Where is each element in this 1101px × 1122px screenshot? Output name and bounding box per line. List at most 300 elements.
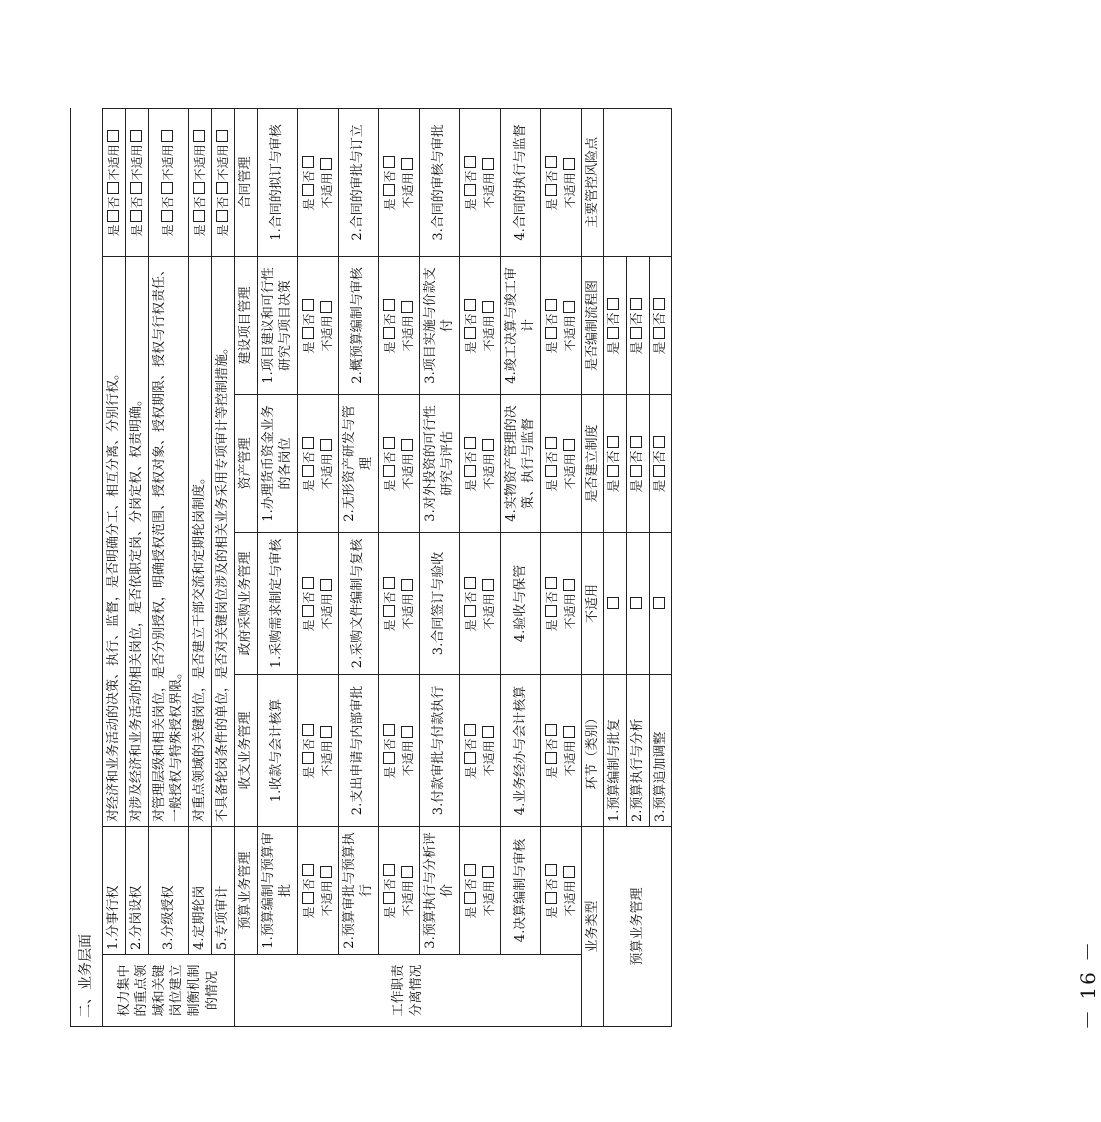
- checkbox[interactable]: [482, 158, 494, 170]
- checkbox[interactable]: [383, 864, 395, 876]
- checkbox[interactable]: [464, 724, 476, 736]
- checkbox[interactable]: [607, 466, 619, 478]
- option-line: [561, 261, 579, 390]
- power-row: [102, 108, 125, 1026]
- separation-item: 3.付款审批与付款执行: [419, 675, 459, 827]
- option-label: 不适用: [129, 144, 144, 181]
- checkbox[interactable]: [464, 437, 476, 449]
- checkbox[interactable]: [383, 893, 395, 905]
- checkbox[interactable]: [563, 727, 575, 739]
- checkbox[interactable]: [107, 182, 119, 194]
- separation-header: 收支业务管理: [234, 675, 257, 827]
- checkbox[interactable]: [320, 440, 332, 452]
- checkbox[interactable]: [161, 210, 173, 222]
- separation-item: 2.采购文件编制与复核: [338, 533, 378, 675]
- checkbox[interactable]: [302, 864, 314, 876]
- checkbox[interactable]: [563, 302, 575, 314]
- checkbox[interactable]: [464, 184, 476, 196]
- checkbox[interactable]: [630, 328, 642, 340]
- checkbox[interactable]: [545, 577, 557, 589]
- option-label: 否: [382, 170, 397, 183]
- option-label: 是: [129, 224, 144, 237]
- checkbox[interactable]: [545, 156, 557, 168]
- checkbox[interactable]: [545, 724, 557, 736]
- checkbox[interactable]: [653, 298, 665, 310]
- option-label: 不适用: [319, 453, 334, 490]
- checkbox[interactable]: [302, 184, 314, 196]
- separation-item: 2.合同的审批与订立: [338, 108, 378, 256]
- option-label: 不适用: [215, 144, 230, 181]
- option-label: 否: [607, 312, 623, 326]
- option-label: 否: [630, 312, 645, 326]
- option-label: 是: [301, 341, 316, 354]
- option-line: [381, 537, 399, 670]
- separation-header: 建设项目管理: [234, 257, 257, 395]
- separation-item: 3.合同的审核与审批: [419, 108, 459, 256]
- option-line: [105, 113, 123, 252]
- separation-options: [540, 827, 581, 955]
- separation-item: 2.支出申请与内部审批: [338, 675, 378, 827]
- option-label: 是: [215, 224, 230, 237]
- option-label: 不适用: [562, 172, 577, 209]
- separation-group-label: 工作职责分离情况: [234, 955, 581, 1027]
- option-line: [381, 399, 399, 528]
- risk-step: 2.预算执行与分析: [627, 675, 650, 827]
- risk-row: [604, 108, 627, 1026]
- checkbox[interactable]: [401, 440, 413, 452]
- separation-item: 4.实物资产管理的决策、执行与监督: [500, 395, 540, 533]
- checkbox[interactable]: [302, 299, 314, 311]
- option-label: 是: [463, 619, 478, 632]
- option-line: [128, 113, 146, 252]
- separation-options: [378, 827, 419, 955]
- separation-item: 3.对外投资的可行性研究与评估: [419, 395, 459, 533]
- power-options: [125, 108, 148, 256]
- checkbox[interactable]: [302, 753, 314, 765]
- checkbox[interactable]: [302, 724, 314, 736]
- checkbox[interactable]: [383, 437, 395, 449]
- checkbox[interactable]: [302, 466, 314, 478]
- option-line: [300, 679, 318, 822]
- checkbox[interactable]: [130, 210, 142, 222]
- option-label: 是: [301, 198, 316, 211]
- checkbox[interactable]: [464, 753, 476, 765]
- option-label: 否: [544, 170, 559, 183]
- checkbox[interactable]: [107, 130, 119, 142]
- separation-row: [500, 108, 540, 1026]
- checkbox[interactable]: [482, 580, 494, 592]
- option-line: [318, 537, 336, 670]
- checkbox[interactable]: [320, 580, 332, 592]
- separation-item: 2.概预算编制与审核: [338, 257, 378, 395]
- option-label: 否: [301, 313, 316, 326]
- option-label: 不适用: [319, 740, 334, 777]
- checkbox[interactable]: [464, 864, 476, 876]
- checkbox[interactable]: [653, 328, 665, 340]
- separation-options: [540, 675, 581, 827]
- separation-item: 4.决算编制与审核: [500, 827, 540, 955]
- option-line: [381, 831, 399, 950]
- risk-na-cell: [627, 533, 650, 675]
- option-label: 否: [544, 313, 559, 326]
- separation-item: 3.合同签订与验收: [419, 533, 459, 675]
- option-line: [462, 679, 480, 822]
- separation-option-row: [378, 108, 419, 1026]
- checkbox[interactable]: [302, 893, 314, 905]
- checkbox[interactable]: [482, 867, 494, 879]
- option-label: 不适用: [400, 315, 415, 352]
- checkbox[interactable]: [383, 606, 395, 618]
- separation-header: 资产管理: [234, 395, 257, 533]
- option-line: [543, 261, 561, 390]
- option-label: 否: [652, 450, 668, 464]
- checkbox[interactable]: [630, 436, 642, 448]
- option-label: 否: [463, 451, 478, 464]
- separation-header: 合同管理: [234, 108, 257, 256]
- risk-step: 3.预算追加调整: [649, 675, 672, 827]
- separation-options: [297, 108, 338, 256]
- option-label: 否: [129, 196, 144, 209]
- separation-options: [540, 395, 581, 533]
- checkbox[interactable]: [653, 466, 665, 478]
- option-label: 不适用: [400, 593, 415, 630]
- checkbox[interactable]: [216, 130, 228, 142]
- separation-options: [459, 533, 500, 675]
- checkbox[interactable]: [383, 724, 395, 736]
- option-line: [543, 113, 561, 252]
- option-label: 不适用: [481, 593, 496, 630]
- option-label: 是: [192, 224, 207, 237]
- option-label: 否: [382, 591, 397, 604]
- option-label: 否: [463, 878, 478, 891]
- power-item-desc: 对涉及经济和业务活动的相关岗位，是否依职定岗、分岗定权、权责明确。: [125, 257, 148, 827]
- option-line: [480, 537, 498, 670]
- power-options: [148, 108, 188, 256]
- option-label: 是: [463, 341, 478, 354]
- checkbox[interactable]: [193, 182, 205, 194]
- option-label: 是: [652, 479, 668, 493]
- power-item-name: 2.分岗设权: [125, 827, 148, 955]
- option-line: [480, 831, 498, 950]
- option-label: 是: [106, 224, 121, 237]
- option-label: 是: [652, 341, 668, 355]
- option-line: [480, 113, 498, 252]
- option-label: 不适用: [481, 315, 496, 352]
- checkbox[interactable]: [401, 302, 413, 314]
- option-label: 否: [161, 196, 176, 209]
- checkbox[interactable]: [545, 299, 557, 311]
- checkbox[interactable]: [320, 302, 332, 314]
- option-label: 否: [301, 170, 316, 183]
- power-options: [102, 108, 125, 256]
- option-label: 是: [630, 341, 645, 355]
- checkbox[interactable]: [320, 727, 332, 739]
- checkbox[interactable]: [464, 606, 476, 618]
- checkbox[interactable]: [545, 184, 557, 196]
- checkbox[interactable]: [193, 130, 205, 142]
- checkbox[interactable]: [302, 156, 314, 168]
- option-line: [480, 679, 498, 822]
- separation-item: 1.项目建议和可行性研究与项目决策: [257, 257, 297, 395]
- option-label: 不适用: [481, 740, 496, 777]
- option-line: [561, 537, 579, 670]
- checkbox[interactable]: [545, 466, 557, 478]
- risk-header-type: 业务类型: [581, 827, 604, 1027]
- option-line: [300, 537, 318, 670]
- option-label: 不适用: [562, 315, 577, 352]
- checkbox[interactable]: [464, 893, 476, 905]
- checkbox[interactable]: [302, 437, 314, 449]
- checkbox[interactable]: [383, 328, 395, 340]
- checkbox[interactable]: [464, 299, 476, 311]
- separation-options: [540, 533, 581, 675]
- option-label: 不适用: [562, 740, 577, 777]
- option-label: 否: [382, 738, 397, 751]
- power-item-name: 4.定期轮岗: [188, 827, 211, 955]
- checkbox[interactable]: [302, 577, 314, 589]
- checkbox[interactable]: [464, 466, 476, 478]
- option-label: 否: [544, 878, 559, 891]
- option-line: [214, 113, 232, 252]
- option-label: 不适用: [400, 172, 415, 209]
- option-label: 是: [382, 198, 397, 211]
- checkbox[interactable]: [545, 864, 557, 876]
- risk-na-cell: [649, 533, 672, 675]
- option-line: [318, 399, 336, 528]
- separation-item: 4.合同的执行与监督: [500, 108, 540, 256]
- option-label: 是: [382, 341, 397, 354]
- checkbox[interactable]: [383, 184, 395, 196]
- checkbox[interactable]: [563, 867, 575, 879]
- checkbox[interactable]: [401, 727, 413, 739]
- power-group-label: 权力集中的重点领域和关键岗位建立制衡机制的情况: [102, 955, 234, 1027]
- separation-options: [378, 395, 419, 533]
- separation-options: [459, 108, 500, 256]
- option-label: 不适用: [319, 315, 334, 352]
- option-line: [381, 261, 399, 390]
- power-row: [148, 108, 188, 1026]
- checkbox[interactable]: [545, 893, 557, 905]
- checkbox[interactable]: [107, 210, 119, 222]
- checkbox[interactable]: [302, 606, 314, 618]
- option-label: 是: [630, 479, 645, 493]
- option-label: 不适用: [319, 880, 334, 917]
- option-label: 是: [607, 479, 623, 493]
- risk-type-label: 预算业务管理: [604, 827, 672, 1027]
- option-label: 不适用: [481, 880, 496, 917]
- separation-options: [540, 257, 581, 395]
- risk-points-cell[interactable]: [604, 108, 672, 256]
- option-line: [543, 831, 561, 950]
- power-item-name: 5.专项审计: [211, 827, 234, 955]
- separation-item: 3.项目实施与价款支付: [419, 257, 459, 395]
- separation-options: [378, 675, 419, 827]
- checkbox[interactable]: [161, 182, 173, 194]
- separation-options: [378, 108, 419, 256]
- checkbox[interactable]: [630, 598, 642, 610]
- checkbox[interactable]: [563, 440, 575, 452]
- option-line: [561, 831, 579, 950]
- option-line: [399, 831, 417, 950]
- option-line: [318, 831, 336, 950]
- checkbox[interactable]: [302, 328, 314, 340]
- checkbox[interactable]: [563, 158, 575, 170]
- option-label: 是: [382, 479, 397, 492]
- separation-options: [459, 395, 500, 533]
- checkbox[interactable]: [653, 436, 665, 448]
- checkbox[interactable]: [607, 436, 619, 448]
- checkbox[interactable]: [607, 598, 619, 610]
- option-label: 不适用: [481, 453, 496, 490]
- option-line: [318, 679, 336, 822]
- option-label: 是: [544, 906, 559, 919]
- option-label: 是: [544, 619, 559, 632]
- checkbox[interactable]: [653, 598, 665, 610]
- checkbox[interactable]: [482, 440, 494, 452]
- option-line: [543, 537, 561, 670]
- separation-item: 1.办理货币资金业务的各岗位: [257, 395, 297, 533]
- option-label: 是: [463, 766, 478, 779]
- checkbox[interactable]: [216, 210, 228, 222]
- option-label: 不适用: [400, 740, 415, 777]
- risk-header-na: 不适用: [581, 533, 604, 675]
- separation-row: [419, 108, 459, 1026]
- checkbox[interactable]: [482, 302, 494, 314]
- option-label: 不适用: [400, 880, 415, 917]
- checkbox[interactable]: [383, 577, 395, 589]
- power-options: [211, 108, 234, 256]
- checkbox[interactable]: [401, 158, 413, 170]
- risk-header-flow: 是否编制流程图: [581, 257, 604, 395]
- checkbox[interactable]: [464, 577, 476, 589]
- separation-header-row: [234, 108, 257, 1026]
- separation-options: [378, 257, 419, 395]
- checkbox[interactable]: [383, 753, 395, 765]
- separation-item: 2.预算审批与预算执行: [338, 827, 378, 955]
- risk-header-system: 是否建立制度: [581, 395, 604, 533]
- option-label: 是: [301, 766, 316, 779]
- option-label: 否: [301, 738, 316, 751]
- checkbox[interactable]: [216, 182, 228, 194]
- checkbox[interactable]: [630, 298, 642, 310]
- checkbox[interactable]: [383, 299, 395, 311]
- option-label: 否: [607, 450, 623, 464]
- option-label: 不适用: [562, 880, 577, 917]
- option-line: [543, 679, 561, 822]
- power-row: [211, 108, 234, 1026]
- checkbox[interactable]: [545, 437, 557, 449]
- business-level-table: [70, 108, 672, 1027]
- checkbox[interactable]: [545, 606, 557, 618]
- option-line: [399, 399, 417, 528]
- separation-options: [378, 533, 419, 675]
- checkbox[interactable]: [545, 753, 557, 765]
- option-line: [462, 537, 480, 670]
- option-label: 不适用: [481, 172, 496, 209]
- option-label: 是: [382, 906, 397, 919]
- option-line: [480, 399, 498, 528]
- checkbox[interactable]: [161, 130, 173, 142]
- separation-header: 预算业务管理: [234, 827, 257, 955]
- option-line: [318, 261, 336, 390]
- power-item-name: 1.分事行权: [102, 827, 125, 955]
- option-label: 否: [106, 196, 121, 209]
- option-line: [561, 399, 579, 528]
- checkbox[interactable]: [630, 466, 642, 478]
- checkbox[interactable]: [563, 580, 575, 592]
- option-label: 是: [463, 479, 478, 492]
- risk-header-row: [581, 108, 604, 1026]
- separation-item: 4.竣工决算与竣工审计: [500, 257, 540, 395]
- option-label: 是: [382, 766, 397, 779]
- checkbox[interactable]: [130, 130, 142, 142]
- option-line: [300, 399, 318, 528]
- checkbox[interactable]: [383, 156, 395, 168]
- option-label: 否: [382, 451, 397, 464]
- option-label: 不适用: [192, 144, 207, 181]
- risk-system-cell: [649, 395, 672, 533]
- option-label: 是: [544, 479, 559, 492]
- checkbox[interactable]: [464, 328, 476, 340]
- checkbox[interactable]: [545, 328, 557, 340]
- option-label: 是: [463, 198, 478, 211]
- option-line: [462, 113, 480, 252]
- checkbox[interactable]: [607, 328, 619, 340]
- option-label: 不适用: [562, 453, 577, 490]
- checkbox[interactable]: [482, 727, 494, 739]
- separation-item: 1.收款与会计核算: [257, 675, 297, 827]
- separation-options: [540, 108, 581, 256]
- checkbox[interactable]: [130, 182, 142, 194]
- section-title: 二、业务层面: [71, 108, 103, 1026]
- separation-options: [459, 675, 500, 827]
- separation-options: [459, 827, 500, 955]
- risk-header-risk: 主要管控风险点: [581, 108, 604, 256]
- separation-options: [297, 533, 338, 675]
- checkbox[interactable]: [383, 466, 395, 478]
- option-label: 是: [544, 766, 559, 779]
- option-label: 否: [463, 313, 478, 326]
- option-label: 是: [607, 341, 623, 355]
- checkbox[interactable]: [401, 580, 413, 592]
- separation-options: [459, 257, 500, 395]
- checkbox[interactable]: [320, 867, 332, 879]
- checkbox[interactable]: [320, 158, 332, 170]
- option-label: 否: [463, 738, 478, 751]
- separation-item: 1.采购需求制定与审核: [257, 533, 297, 675]
- separation-item: 4.业务经办与会计核算: [500, 675, 540, 827]
- checkbox[interactable]: [607, 298, 619, 310]
- separation-row: [257, 108, 297, 1026]
- checkbox[interactable]: [464, 156, 476, 168]
- separation-item: 1.预算编制与预算审批: [257, 827, 297, 955]
- risk-header-step: 环节（类别）: [581, 675, 604, 827]
- risk-system-cell: [627, 395, 650, 533]
- checkbox[interactable]: [401, 867, 413, 879]
- checkbox[interactable]: [193, 210, 205, 222]
- separation-option-row: [540, 108, 581, 1026]
- option-label: 是: [301, 906, 316, 919]
- separation-item: 4.验收与保管: [500, 533, 540, 675]
- option-label: 否: [630, 450, 645, 464]
- option-label: 否: [301, 591, 316, 604]
- option-label: 不适用: [319, 593, 334, 630]
- option-label: 不适用: [161, 144, 176, 181]
- separation-options: [297, 827, 338, 955]
- option-line: [159, 113, 177, 252]
- separation-item: 1.合同的拟订与审核: [257, 108, 297, 256]
- option-label: 是: [382, 619, 397, 632]
